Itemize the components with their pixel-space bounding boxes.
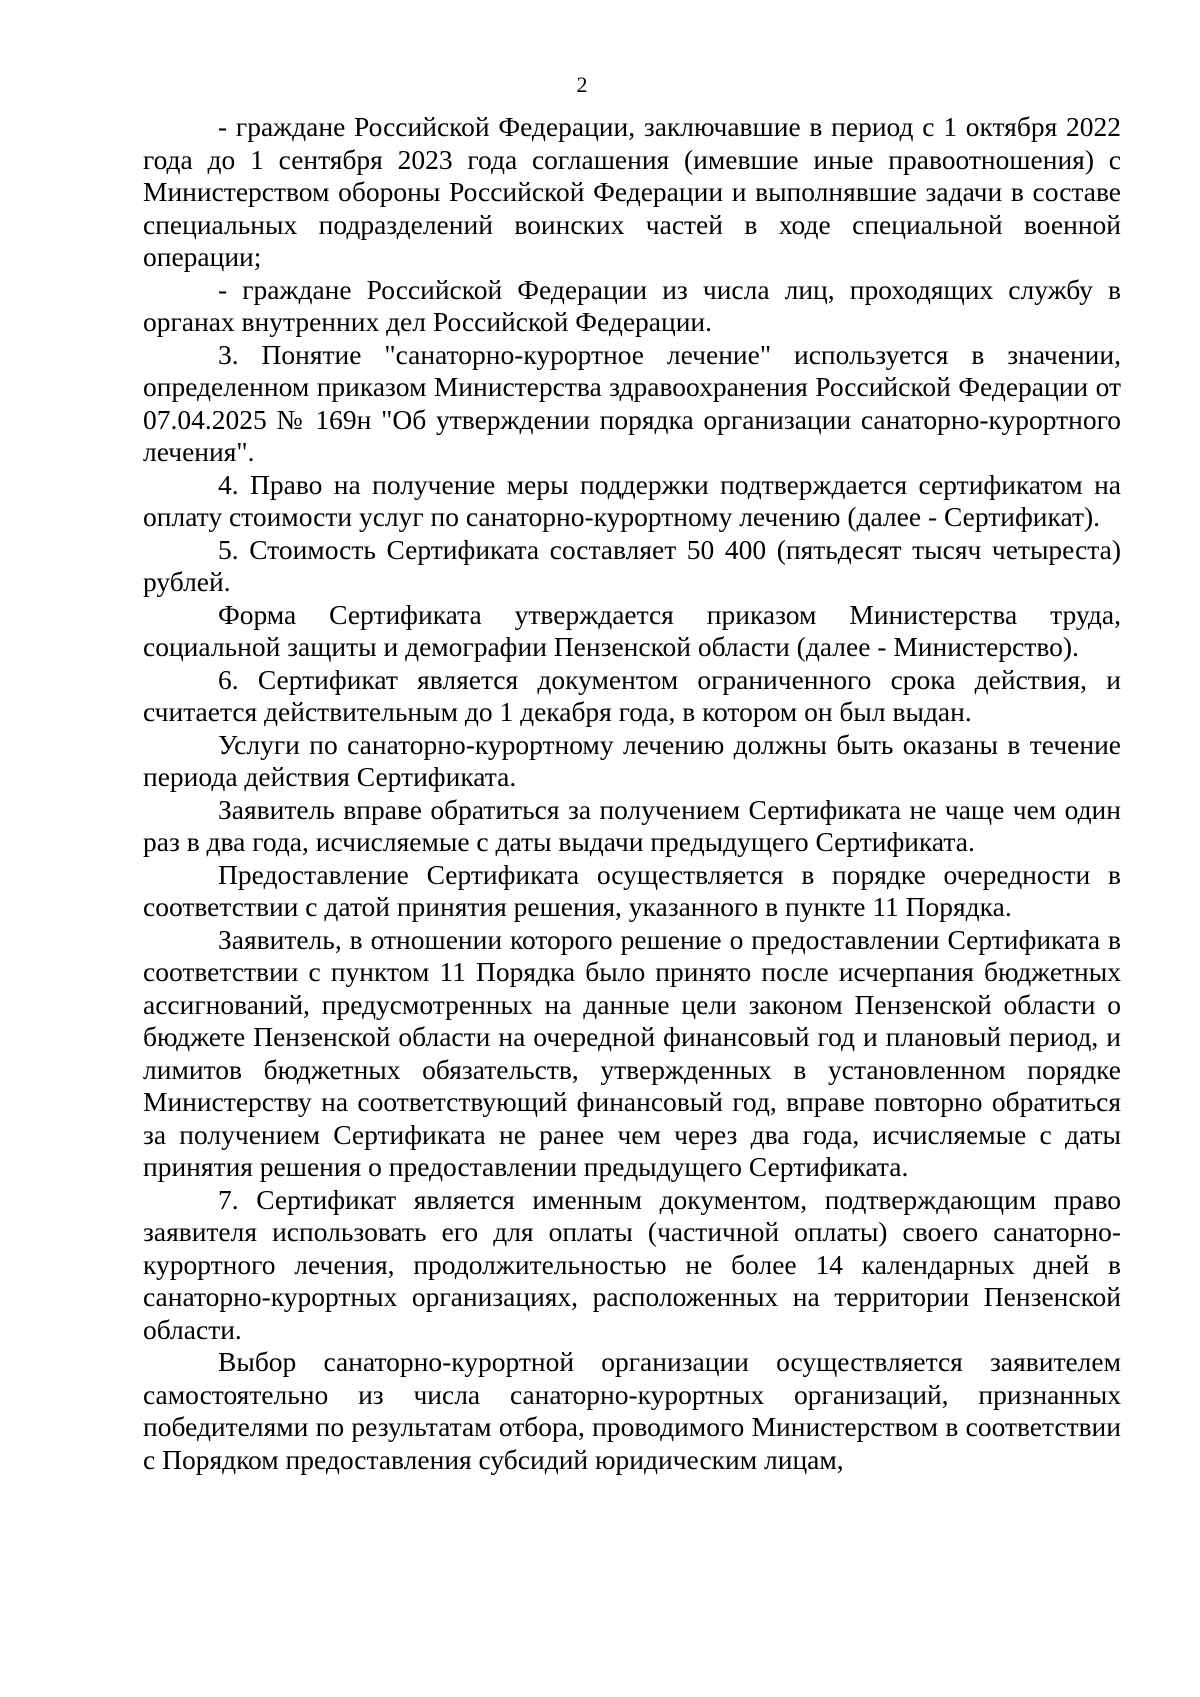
paragraph: Услуги по санаторно-курортному лечению должны быть оказаны в течение периода действия Сертификата.	[143, 728, 1121, 792]
page-number: 2	[576, 72, 588, 97]
paragraph: Форма Сертификата утверждается приказом Министерства труда, социальной защиты и демографии Пензенской области (далее - Министерство).	[143, 598, 1121, 662]
document-body	[143, 111, 1121, 1476]
paragraph: Заявитель, в отношении которого решение о предоставлении Сертификата в соответствии с пунктом 11 Порядка было принято после исчерпания бюджетных ассигнований, предусмотренных на данные цели законом Пензенской области о бюджете Пензенской области на очередной финансовый год и плановый период, и лимитов бюджетных обязательств, утвержденных в установленном порядке Министерству на соответствующий финансовый год, вправе повторно обратиться за получением Сертификата не ранее чем через два года, исчисляемые с даты принятия решения о предоставлении предыдущего Сертификата.	[143, 923, 1121, 1182]
paragraph: Выбор санаторно-курортной организации осуществляется заявителем самостоятельно из числа санаторно-курортных организаций, признанных победителями по результатам отбора, проводимого Министерством в соответствии с Порядком предоставления субсидий юридическим лицам,	[143, 1346, 1121, 1475]
paragraph: 7. Сертификат является именным документом, подтверждающим право заявителя использовать его для оплаты (частичной оплаты) своего санаторно-курортного лечения, продолжительностью не более 14 календарных дней в санаторно-курортных организациях, расположенных на территории Пензенской области.	[143, 1183, 1121, 1345]
paragraph: Заявитель вправе обратиться за получением Сертификата не чаще чем один раз в два года, исчисляемые с даты выдачи предыдущего Сертификата.	[143, 793, 1121, 857]
paragraph: 4. Право на получение меры поддержки подтверждается сертификатом на оплату стоимости услуг по санаторно-курортному лечению (далее - Сертификат).	[143, 468, 1121, 532]
paragraph: 5. Стоимость Сертификата составляет 50 400 (пятьдесят тысяч четыреста) рублей.	[143, 533, 1121, 597]
paragraph: 6. Сертификат является документом ограниченного срока действия, и считается действительным до 1 декабря года, в котором он был выдан.	[143, 663, 1121, 727]
paragraph: 3. Понятие "санаторно-курортное лечение" используется в значении, определенном приказом Министерства здравоохранения Российской Федерации от 07.04.2025 № 169н "Об утверждении порядка организации санаторно-курортного лечения".	[143, 338, 1121, 467]
paragraph: Предоставление Сертификата осуществляется в порядке очередности в соответствии с датой принятия решения, указанного в пункте 11 Порядка.	[143, 858, 1121, 922]
paragraph: - граждане Российской Федерации из числа лиц, проходящих службу в органах внутренних дел Российской Федерации.	[143, 273, 1121, 337]
paragraph: - граждане Российской Федерации, заключавшие в период с 1 октября 2022 года до 1 сентября 2023 года соглашения (имевшие иные правоотношения) с Министерством обороны Российской Федерации и выполнявшие задачи в составе специальных подразделений воинских частей в ходе специальной военной операции;	[143, 111, 1121, 272]
